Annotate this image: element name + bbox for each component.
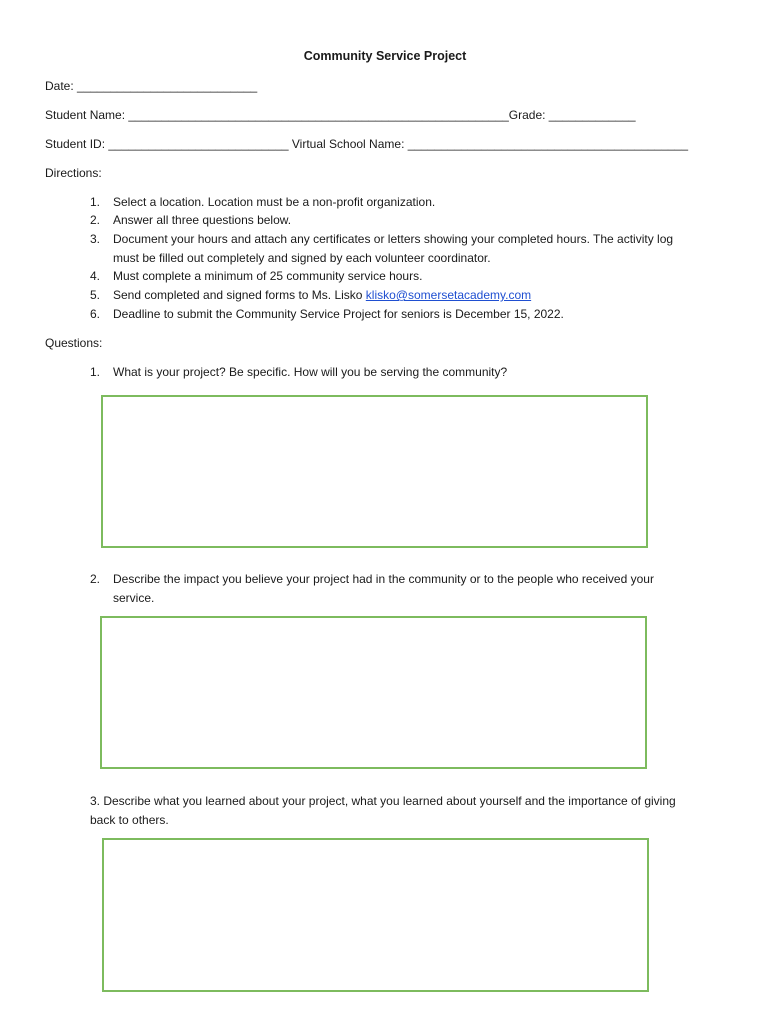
directions-heading: Directions: [45, 166, 102, 180]
student-name-field[interactable]: Student Name: _________________________________________________________Grade: _____________ [45, 108, 636, 122]
question-number: 2. [90, 572, 101, 586]
direction-text: Must complete a minimum of 25 community service hours. [113, 269, 423, 283]
question-2-text: Describe the impact you believe your project had in the community or to the people who received your [113, 572, 654, 586]
answer-box-2[interactable] [100, 616, 647, 769]
direction-text: Deadline to submit the Community Service Project for seniors is December 15, 2022. [113, 307, 564, 321]
direction-number: 4. [90, 269, 101, 283]
direction-number: 3. [90, 232, 101, 246]
direction-text: Answer all three questions below. [113, 213, 292, 227]
direction-text-part: Send completed and signed forms to Ms. Lisko [113, 288, 366, 302]
direction-number: 1. [90, 195, 101, 209]
direction-text-continued: must be filled out completely and signed by each volunteer coordinator. [113, 251, 491, 265]
question-3-text: 3. Describe what you learned about your project, what you learned about yourself and the importance of giving [90, 794, 676, 808]
answer-box-1[interactable] [101, 395, 648, 548]
direction-number: 2. [90, 213, 101, 227]
date-field[interactable]: Date: ___________________________ [45, 79, 258, 93]
student-id-field[interactable]: Student ID: ___________________________ Virtual School Name: __________________________________________ [45, 137, 689, 151]
direction-number: 5. [90, 288, 101, 302]
direction-text [113, 287, 531, 303]
direction-text: Document your hours and attach any certificates or letters showing your completed hours. The activity log [113, 232, 674, 246]
email-link[interactable]: klisko@somersetacademy.com [365, 288, 532, 302]
question-number: 1. [90, 365, 101, 379]
questions-heading: Questions: [45, 336, 103, 350]
answer-box-3[interactable] [102, 838, 649, 992]
question-2-text-continued: service. [113, 591, 155, 605]
direction-number: 6. [90, 307, 101, 321]
question-1-text: What is your project? Be specific. How will you be serving the community? [113, 365, 508, 379]
page-title: Community Service Project [303, 49, 467, 63]
question-3-text-continued: back to others. [90, 813, 169, 827]
direction-text: Select a location. Location must be a non-profit organization. [113, 195, 436, 209]
